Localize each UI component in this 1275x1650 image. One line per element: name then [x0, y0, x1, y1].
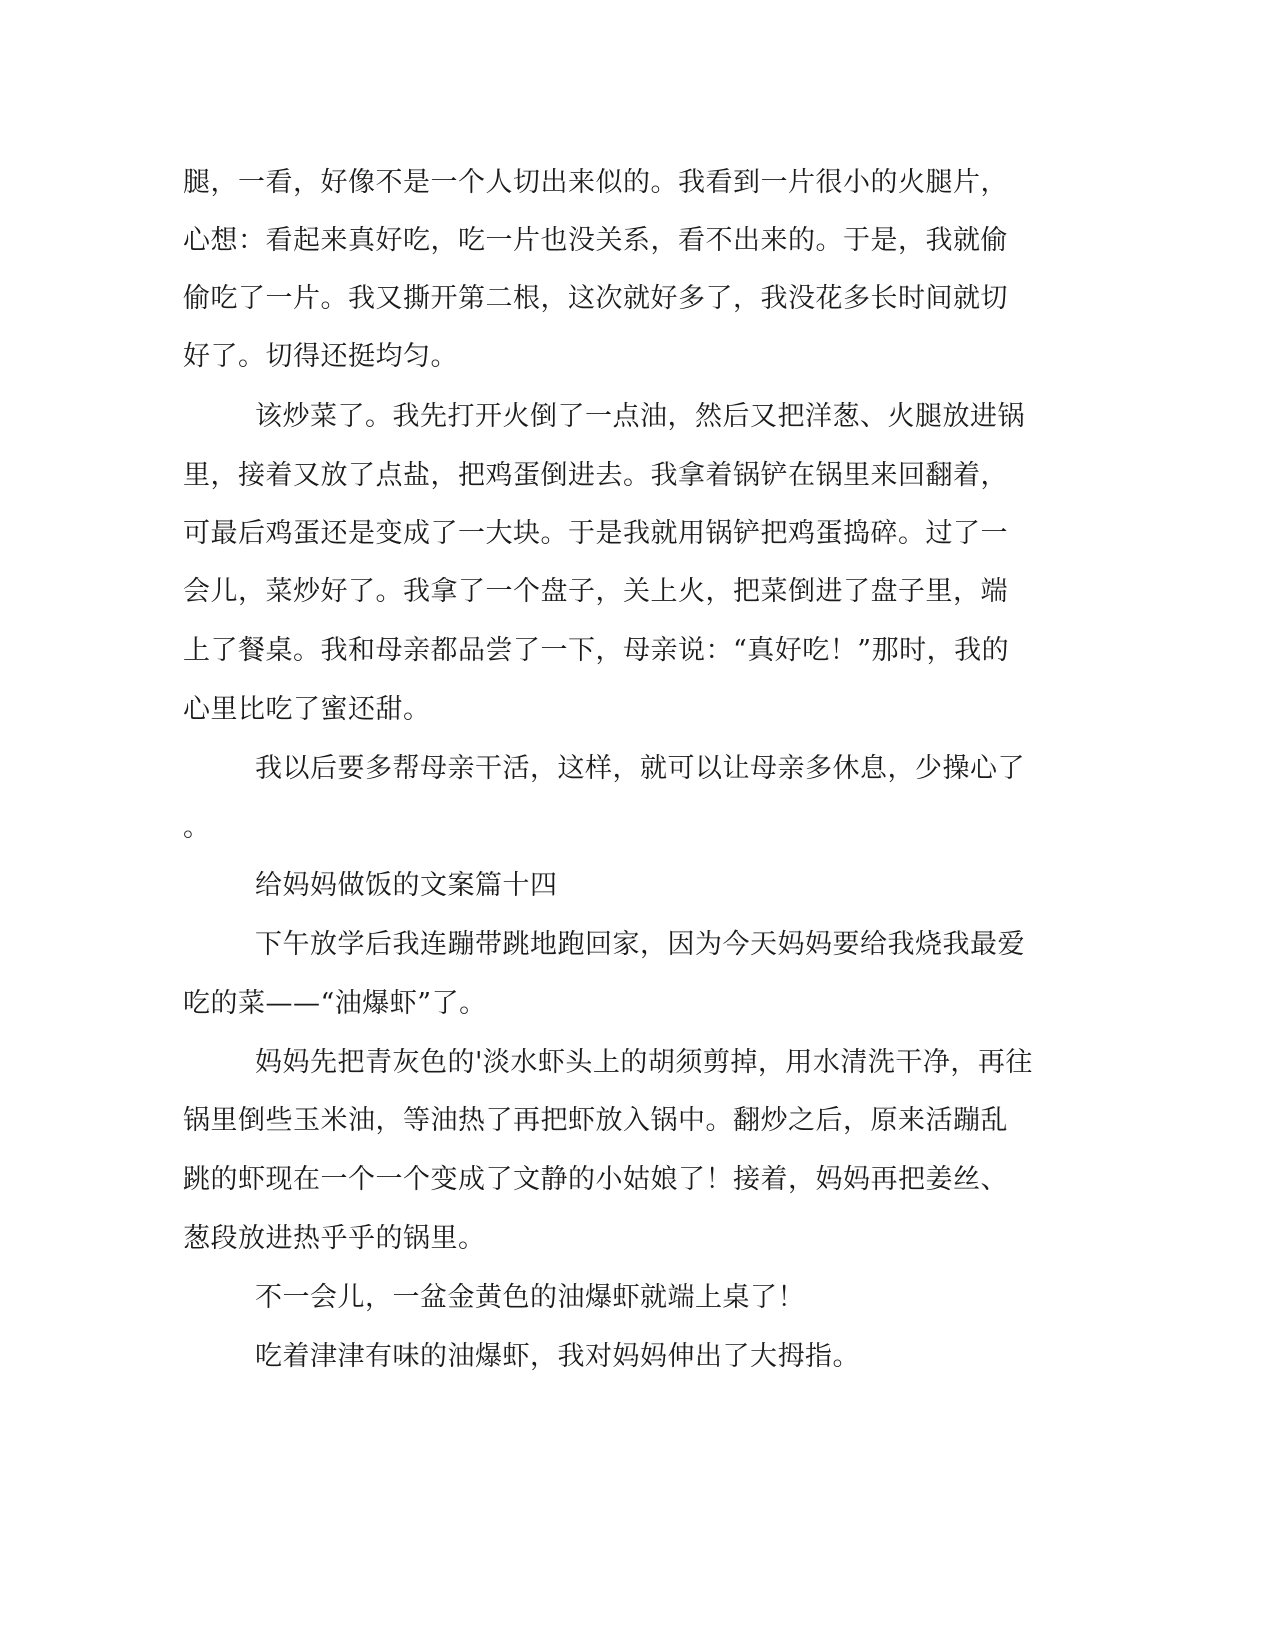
text-line: 心里比吃了蜜还甜。 [183, 694, 431, 725]
text-line: 葱段放进热乎乎的锅里。 [183, 1223, 486, 1254]
text-line: 该炒菜了。我先打开火倒了一点油，然后又把洋葱、火腿放进锅 [255, 401, 1025, 432]
text-line: 好了。切得还挺均匀。 [183, 341, 458, 372]
text-line: 吃的菜——“油爆虾”了。 [183, 988, 487, 1019]
text-line: 里，接着又放了点盐，把鸡蛋倒进去。我拿着锅铲在锅里来回翻着， [183, 460, 1008, 491]
text-line: 心想：看起来真好吃，吃一片也没关系，看不出来的。于是，我就偷 [183, 225, 1008, 256]
text-line: 吃着津津有味的油爆虾，我对妈妈伸出了大拇指。 [255, 1341, 860, 1372]
text-line: 腿，一看，好像不是一个人切出来似的。我看到一片很小的火腿片， [183, 167, 1008, 198]
text-line: 可最后鸡蛋还是变成了一大块。于是我就用锅铲把鸡蛋捣碎。过了一 [183, 518, 1008, 549]
text-line: 上了餐桌。我和母亲都品尝了一下，母亲说：“真好吃！”那时，我的 [183, 635, 1010, 666]
text-line: 我以后要多帮母亲干活，这样，就可以让母亲多休息，少操心了 [255, 753, 1025, 784]
text-line: 。 [183, 812, 211, 843]
text-line: 偷吃了一片。我又撕开第二根，这次就好多了，我没花多长时间就切 [183, 283, 1008, 314]
text-line: 不一会儿，一盆金黄色的油爆虾就端上桌了！ [255, 1282, 805, 1313]
section-heading: 给妈妈做饭的文案篇十四 [255, 870, 558, 901]
text-line: 跳的虾现在一个一个变成了文静的小姑娘了！接着，妈妈再把姜丝、 [183, 1164, 1008, 1195]
text-line: 会儿，菜炒好了。我拿了一个盘子，关上火，把菜倒进了盘子里，端 [183, 576, 1008, 607]
text-line: 妈妈先把青灰色的'淡水虾头上的胡须剪掉，用水清洗干净，再往 [255, 1047, 1033, 1078]
text-line: 下午放学后我连蹦带跳地跑回家，因为今天妈妈要给我烧我最爱 [255, 929, 1025, 960]
text-line: 锅里倒些玉米油，等油热了再把虾放入锅中。翻炒之后，原来活蹦乱 [183, 1105, 1008, 1136]
